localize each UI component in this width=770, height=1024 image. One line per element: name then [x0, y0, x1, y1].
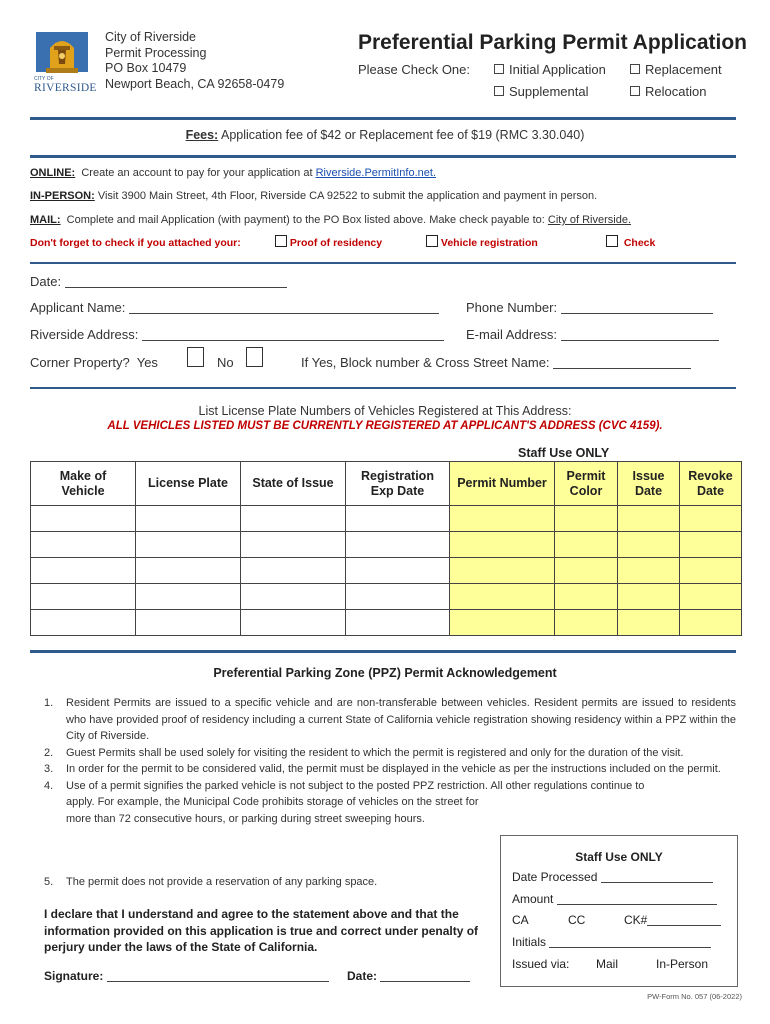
col-permit-color: Permit Color [555, 462, 618, 506]
option-initial-application[interactable]: Initial Application [494, 62, 606, 77]
declaration: I declare that I understand and agree to the statement above and that the information provided on this application is true and correct under penalty of perjury under the laws of the State of California. [44, 907, 479, 954]
table-row[interactable] [31, 558, 742, 584]
email-address-field[interactable]: E-mail Address: [466, 327, 719, 342]
initials-field[interactable]: Initials [512, 935, 711, 949]
list-item: 4. Use of a permit signifies the parked vehicle is not subject to the posted PPZ restriction. All other regulations continue to apply. For example, the Municipal Code prohibits storage of vehicles on the street for more than 72 consecutive hours, or parking during street sweeping hours. [44, 779, 645, 825]
divider [30, 650, 736, 653]
signature-date-field[interactable]: Date: [347, 969, 470, 983]
acknowledgement-list [44, 695, 736, 827]
check-one-label: Please Check One: [358, 62, 471, 77]
list-item: 3. In order for the permit to be considered valid, the permit must be displayed in the vehicle as per the instructions included on the permit. [44, 763, 721, 775]
acknowledgement-title: Preferential Parking Zone (PPZ) Permit Acknowledgement [213, 666, 557, 680]
form-title: Preferential Parking Permit Application [358, 31, 747, 54]
registration-warning: ALL VEHICLES LISTED MUST BE CURRENTLY REGISTERED AT APPLICANT'S ADDRESS (CVC 4159). [107, 420, 663, 432]
col-issue-date: Issue Date [618, 462, 680, 506]
checkbox-icon[interactable] [275, 235, 287, 247]
vehicle-table [30, 461, 742, 636]
col-permit-number: Permit Number [450, 462, 555, 506]
logo-text: CITY OF RIVERSIDE [34, 76, 97, 94]
table-row[interactable] [31, 584, 742, 610]
attach-check[interactable]: Check [606, 235, 655, 249]
checkbox-icon[interactable] [630, 64, 640, 74]
staff-box-title: Staff Use ONLY [575, 850, 663, 864]
checkbox-icon[interactable] [426, 235, 438, 247]
riverside-address-field[interactable]: Riverside Address: [30, 327, 444, 342]
permitinfo-link[interactable]: Riverside.PermitInfo.net. [315, 167, 436, 179]
signature-field[interactable]: Signature: [44, 969, 329, 983]
mailing-address: City of Riverside Permit Processing PO Box 10479 Newport Beach, CA 92658-0479 [105, 30, 285, 91]
amount-field[interactable]: Amount [512, 892, 717, 906]
attach-proof-of-residency[interactable]: Proof of residency [275, 235, 382, 249]
list-item: 2. Guest Permits shall be used solely for visiting the resident to which the permit is registered and only for the duration of the visit. [44, 746, 684, 759]
in-person-method: IN-PERSON: Visit 3900 Main Street, 4th Floor, Riverside CA 92522 to submit the application and payment in person. [30, 190, 598, 202]
table-row[interactable] [31, 610, 742, 636]
table-row[interactable] [31, 532, 742, 558]
issued-via-label: Issued via: [512, 957, 570, 971]
payment-ck-field[interactable]: CK# [624, 913, 721, 927]
date-processed-field[interactable]: Date Processed [512, 870, 713, 884]
option-supplemental[interactable]: Supplemental [494, 84, 589, 99]
checkbox-icon[interactable] [494, 64, 504, 74]
col-license-plate: License Plate [136, 462, 241, 506]
phone-number-field[interactable]: Phone Number: [466, 300, 713, 315]
staff-use-label: Staff Use ONLY [518, 446, 610, 460]
col-make: Make of Vehicle [31, 462, 136, 506]
vehicle-list-intro: List License Plate Numbers of Vehicles Registered at This Address: [198, 404, 572, 418]
issued-via-mail[interactable]: Mail [596, 957, 619, 971]
corner-no-label: No [217, 355, 234, 370]
list-item: 1. Resident Permits are issued to a specific vehicle and are non-transferable between vehicles. Resident permits are issued to residents who have provided proof of residency including a current State of California vehicle registration showing residency within a PPZ within the City of Riverside. [44, 697, 736, 742]
fees-line: Fees: Application fee of $42 or Replacement fee of $19 (RMC 3.30.040) [185, 128, 585, 142]
corner-no-box[interactable] [246, 347, 263, 368]
cross-street-field[interactable]: If Yes, Block number & Cross Street Name: [301, 355, 691, 370]
divider [30, 117, 736, 120]
date-field[interactable]: Date: [30, 274, 287, 289]
option-replacement[interactable]: Replacement [630, 62, 722, 77]
col-registration: Registration Exp Date [346, 462, 450, 506]
checkbox-icon[interactable] [606, 235, 618, 247]
staff-use-box [500, 835, 738, 987]
corner-property-question: Corner Property? Yes [30, 355, 158, 370]
payment-ca[interactable]: CA [512, 913, 529, 927]
online-method: ONLINE: Create an account to pay for your application at Riverside.PermitInfo.net. [30, 167, 436, 179]
issued-via-in-person[interactable]: In-Person [656, 957, 709, 971]
corner-yes-box[interactable] [187, 347, 204, 368]
payment-cc[interactable]: CC [568, 913, 586, 927]
checkbox-icon[interactable] [494, 86, 504, 96]
divider [30, 387, 736, 389]
option-relocation[interactable]: Relocation [630, 84, 706, 99]
checkbox-icon[interactable] [630, 86, 640, 96]
mail-method: MAIL: Complete and mail Application (with payment) to the PO Box listed above. Make check payable to: City of Riverside. [30, 214, 632, 226]
attachment-reminder: Don't forget to check if you attached your: [30, 237, 241, 249]
table-row[interactable] [31, 506, 742, 532]
col-revoke-date: Revoke Date [680, 462, 742, 506]
col-state: State of Issue [241, 462, 346, 506]
divider [30, 155, 736, 158]
applicant-name-field[interactable]: Applicant Name: [30, 300, 439, 315]
form-number: PW-Form No. 057 (06-2022) [647, 992, 742, 1001]
divider [30, 262, 736, 264]
list-item: 5. The permit does not provide a reservation of any parking space. [44, 876, 378, 888]
attach-vehicle-registration[interactable]: Vehicle registration [426, 235, 538, 249]
